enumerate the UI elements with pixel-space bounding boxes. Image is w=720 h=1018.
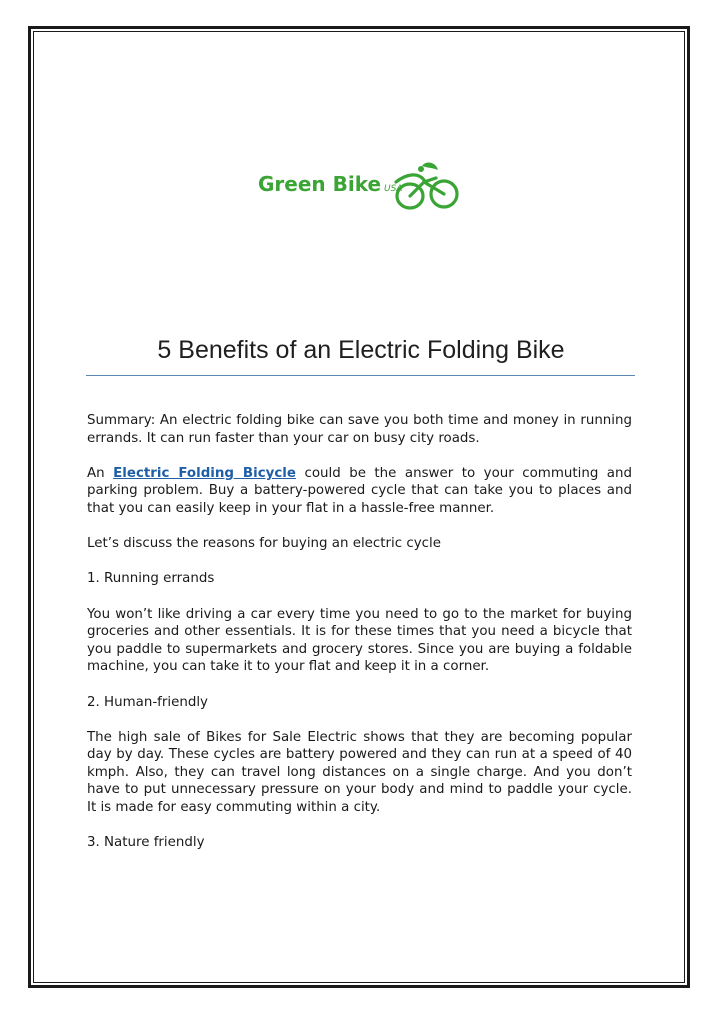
logo-brand-text: Green Bike: [258, 172, 382, 196]
section-paragraph: You won’t like driving a car every time you need to go to the market for buying groceries and other essentials. It is for these times that you need a bicycle that you paddle to supermarkets and grocery stores. Since you are buying a foldable machine, you can take it to your flat and keep it in a corner.: [87, 606, 632, 675]
bicycle-icon: [388, 160, 464, 214]
intro-prefix: An: [87, 465, 114, 481]
logo-usa-text: USA: [384, 184, 403, 194]
section-heading: 3. Nature friendly: [87, 835, 205, 851]
lead-in-paragraph: Let’s discuss the reasons for buying an electric cycle: [87, 536, 441, 552]
intro-suffix: could be the answer to your commuting and parking problem. Buy a battery-powered cycle that can take you to places and that you can easily keep in your flat in a hassle-free manner.: [87, 465, 632, 516]
title-underline: [86, 375, 635, 376]
green-bike-logo: [256, 158, 466, 214]
electric-folding-bicycle-link[interactable]: Electric Folding Bicycle: [113, 465, 296, 481]
intro-paragraph: [87, 465, 632, 518]
section-heading: 2. Human-friendly: [87, 694, 208, 710]
page-title: 5 Benefits of an Electric Folding Bike: [157, 336, 565, 364]
section-heading: 1. Running errands: [87, 571, 215, 587]
article-body: [87, 412, 632, 869]
section-paragraph: The high sale of Bikes for Sale Electric shows that they are becoming popular day by day. These cycles are battery powered and they can run at a speed of 40 kmph. Also, they can travel long distances on a single charge. And you don’t have to put unnecessary pressure on your body and mind to paddle your cycle. It is made for easy commuting within a city.: [87, 729, 632, 816]
summary-paragraph: Summary: An electric folding bike can save you both time and money in running errands. It can run faster than your car on busy city roads.: [87, 413, 632, 446]
